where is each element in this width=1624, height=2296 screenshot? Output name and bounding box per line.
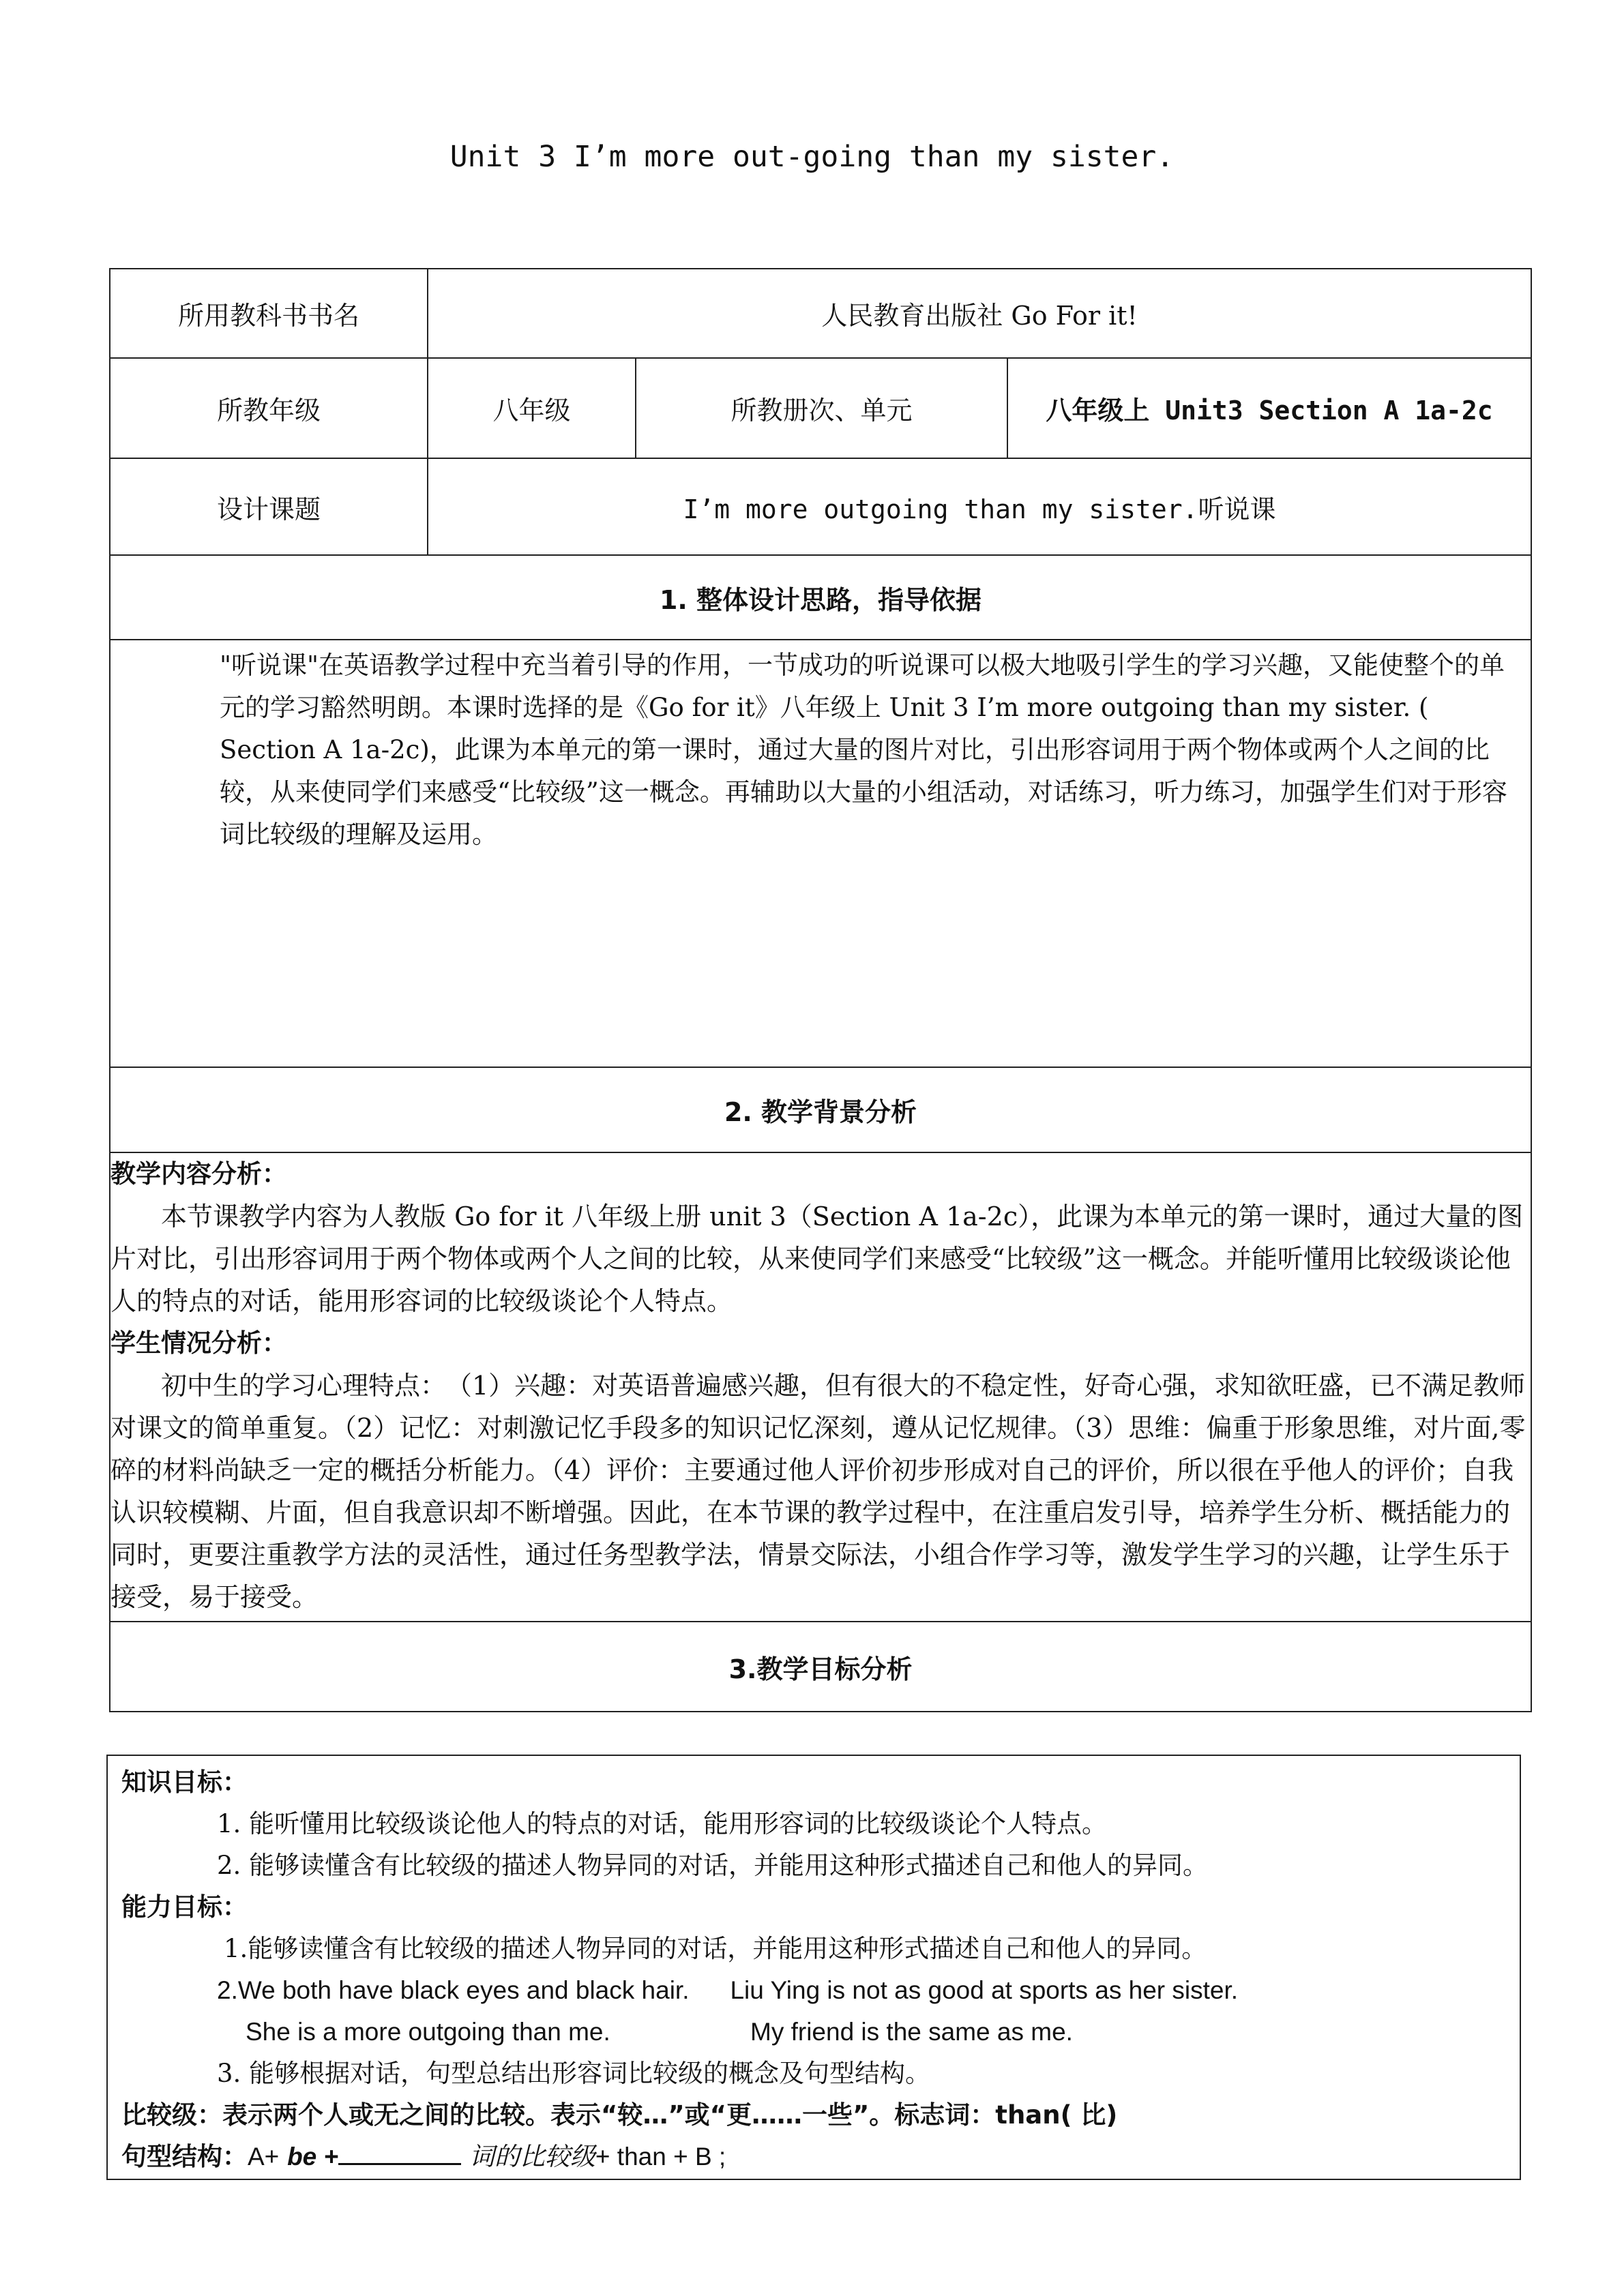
structure-end: + than + B ; [595, 2143, 726, 2171]
structure-a: A+ [248, 2143, 280, 2171]
sentence-structure [121, 2136, 1506, 2177]
section3-heading: 3.教学目标分析 [110, 1622, 1531, 1712]
structure-word: 词的比较级 [469, 2142, 595, 2171]
textbook-value: 人民教育出版社 Go For it! [428, 269, 1531, 358]
knowledge-title: 知识目标： [121, 1768, 248, 1797]
knowledge-item-1: 1. 能听懂用比较级谈论他人的特点的对话，能用形容词的比较级谈论个人特点。 [217, 1809, 1108, 1838]
content-analysis-body: 本节课教学内容为人教版 Go for it 八年级上册 unit 3（Section A 1a-2c），此课为本单元的第一课时，通过大量的图片对比，引出形容词用于两个物体或两个人之间的比较，从来使同学们来感受“比较级”这一概念。并能听懂用比较级谈论他人的特点的对话，能用形容词的比较级谈论个人特点。 [110, 1202, 1524, 1316]
content-analysis-title: 教学内容分析： [110, 1159, 287, 1189]
document-title: Unit 3 I’m more out-going than my sister. [449, 140, 1175, 174]
student-analysis-title: 学生情况分析： [110, 1328, 287, 1358]
volume-value: 八年级上 Unit3 Section A 1a-2c [1007, 358, 1531, 458]
ability-item-3: 3. 能够根据对话，句型总结出形容词比较级的概念及句型结构。 [217, 2059, 931, 2088]
lesson-info-table [109, 268, 1532, 1712]
example-sentence-1: We both have black eyes and black hair. [237, 1976, 690, 2004]
knowledge-item-2: 2. 能够读懂含有比较级的描述人物异同的对话，并能用这种形式描述自己和他人的异同。 [217, 1851, 1209, 1880]
section2-heading: 2. 教学背景分析 [110, 1067, 1531, 1152]
ability-title: 能力目标： [121, 1892, 248, 1922]
grade-label: 所教年级 [110, 358, 428, 458]
ability-item-2 [121, 1969, 1506, 2011]
ability-item-2-number: 2. [217, 1976, 238, 2004]
structure-be: be + [287, 2143, 339, 2171]
topic-value: I’m more outgoing than my sister.听说课 [428, 458, 1531, 555]
example-sentence-3: She is a more outgoing than me. [246, 2018, 610, 2046]
grade-value: 八年级 [428, 358, 636, 458]
structure-blank [338, 2136, 461, 2165]
student-analysis-body: 初中生的学习心理特点： （1）兴趣：对英语普遍感兴趣，但有很大的不稳定性，好奇心强，求知欲旺盛，已不满足教师对课文的简单重复。（2）记忆：对刺激记忆手段多的知识记忆深刻，遵从记忆规律。（3）思维：偏重于形象思维，对片面,零碎的材料尚缺乏一定的概括分析能力。（4）评价：主要通过他人评价初步形成对自己的评价，所以很在乎他人的评价；自我认识较模糊、片面，但自我意识却不断增强。因此，在本节课的教学过程中，在注重启发引导，培养学生分析、概括能力的同时，更要注重教学方法的灵活性，通过任务型教学法，情景交际法，小组合作学习等，激发学生学习的兴趣，让学生乐于接受，易于接受。 [110, 1371, 1526, 1612]
comparative-definition: 比较级：表示两个人或无之间的比较。表示“较…”或“更……一些”。标志词：than( 比) [121, 2100, 1118, 2130]
ability-item-1: 1.能够读懂含有比较级的描述人物异同的对话，并能用这种形式描述自己和他人的异同。 [224, 1934, 1207, 1963]
section1-heading: 1. 整体设计思路，指导依据 [110, 555, 1531, 640]
volume-label: 所教册次、单元 [636, 358, 1007, 458]
section2-cell [110, 1152, 1531, 1622]
section1-cell [110, 640, 1531, 1067]
topic-label: 设计课题 [110, 458, 428, 555]
objectives-box [106, 1755, 1521, 2180]
structure-label: 句型结构： [121, 2142, 248, 2171]
ability-item-2-cont [121, 2011, 1506, 2053]
textbook-label: 所用教科书书名 [110, 269, 428, 358]
section1-body: "听说课"在英语教学过程中充当着引导的作用，一节成功的听说课可以极大地吸引学生的学习兴趣，又能使整个的单元的学习豁然明朗。本课时选择的是《Go for it》八年级上 Unit 3 I’m more outgoing than my sister. ( Section A 1a-2c)，此课为本单元的第一课时，通过大量的图片对比，引出形容词用于两个物体或两个人之间的比较，从来使同学们来感受“比较级”这一概念。再辅助以大量的小组活动，对话练习，听力练习，加强学生们对于形容词比较级的理解及运用。 [220, 651, 1507, 849]
example-sentence-2: Liu Ying is not as good at sports as her sister. [730, 1976, 1239, 2004]
example-sentence-4: My friend is the same as me. [750, 2018, 1073, 2046]
